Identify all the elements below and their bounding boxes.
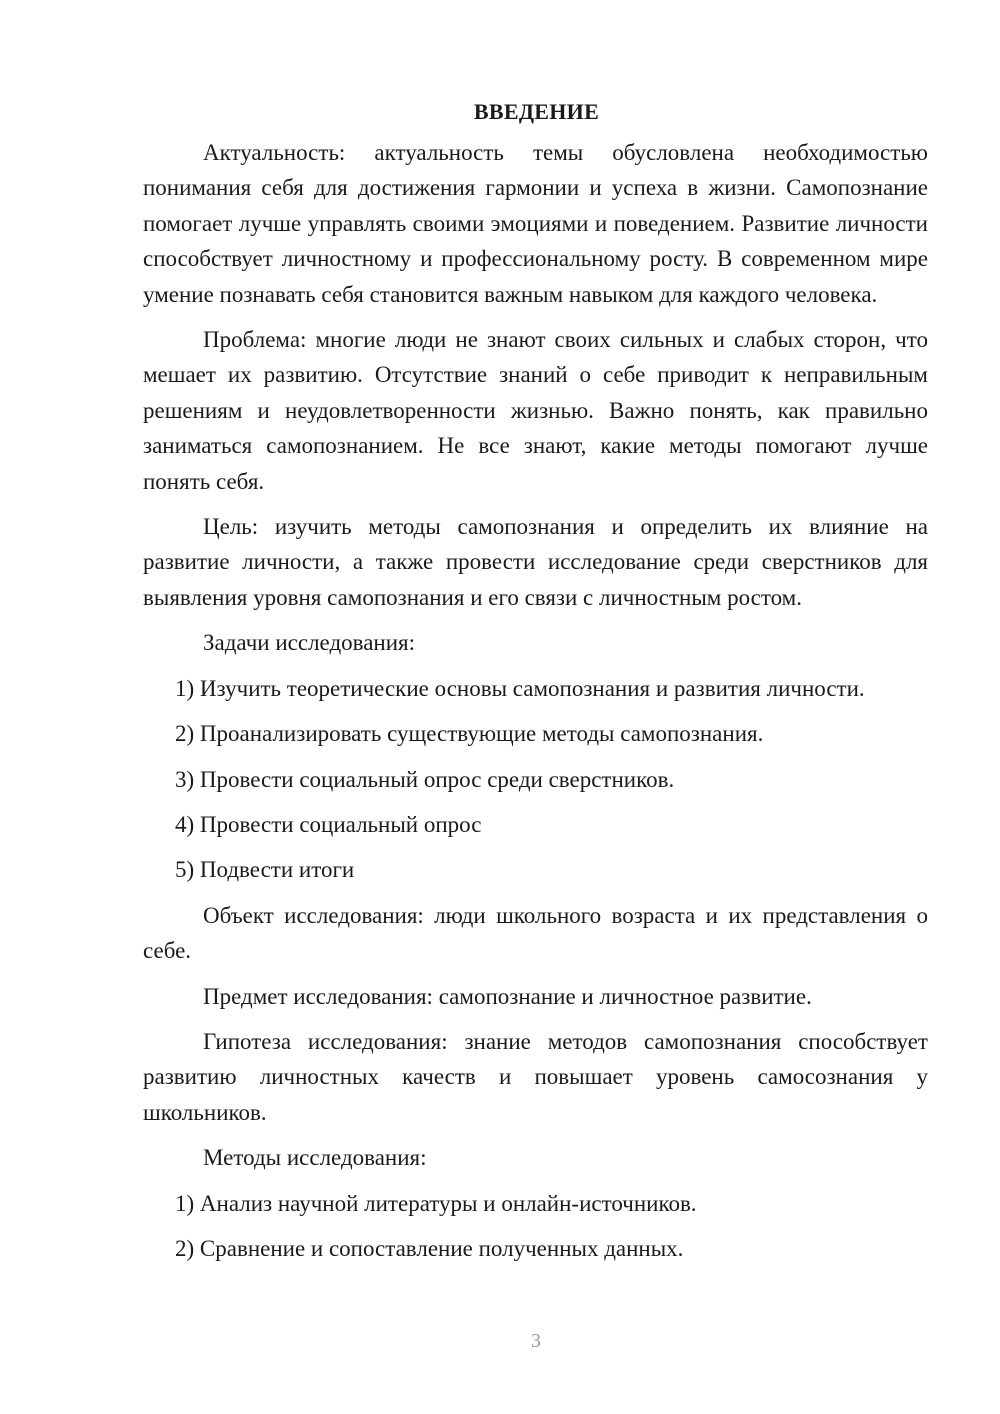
goal-paragraph: Цель: изучить методы самопознания и определить их влияние на развитие личности, а также провести исследование среди сверстников для выявления уровня самопознания и его связи с личностным ростом. <box>143 514 928 610</box>
method-item: 2) Сравнение и сопоставление полученных данных. <box>175 1235 684 1261</box>
page-number: 3 <box>531 1330 541 1352</box>
task-item: 3) Провести социальный опрос среди сверстников. <box>175 766 675 792</box>
subject-paragraph: Предмет исследования: самопознание и личностное развитие. <box>203 983 812 1009</box>
problem-paragraph: Проблема: многие люди не знают своих сильных и слабых сторон, что мешает их развитию. Отсутствие знаний о себе приводит к неправильным решениям и неудовлетворенности жизнью. Важно понять, как правильно заниматься самопознанием. Не все знают, какие методы помогают лучше понять себя. <box>143 327 928 494</box>
method-item: 1) Анализ научной литературы и онлайн-источников. <box>175 1190 697 1216</box>
tasks-heading: Задачи исследования: <box>203 630 416 656</box>
tasks-list <box>143 671 928 888</box>
hypothesis-paragraph: Гипотеза исследования: знание методов самопознания способствует развитию личностных качеств и повышает уровень самосознания у школьников. <box>143 1028 928 1125</box>
methods-list <box>143 1186 928 1267</box>
relevance-paragraph: Актуальность: актуальность темы обусловлена необходимостью понимания себя для достижения гармонии и успеха в жизни. Самопознание помогает лучше управлять своими эмоциями и поведением. Развитие личности способствует личностному и профессиональному росту. В современном мире умение познавать себя становится важным навыком для каждого человека. <box>143 140 928 307</box>
methods-heading: Методы исследования: <box>203 1145 427 1171</box>
task-item: 2) Проанализировать существующие методы самопознания. <box>175 721 764 747</box>
task-item: 1) Изучить теоретические основы самопознания и развития личности. <box>175 675 865 701</box>
task-item: 4) Провести социальный опрос <box>175 811 482 837</box>
section-title: ВВЕДЕНИЕ <box>473 99 600 124</box>
page-content <box>143 94 928 1276</box>
object-paragraph: Объект исследования: люди школьного возраста и их представления о себе. <box>143 902 928 964</box>
task-item: 5) Подвести итоги <box>175 857 355 883</box>
